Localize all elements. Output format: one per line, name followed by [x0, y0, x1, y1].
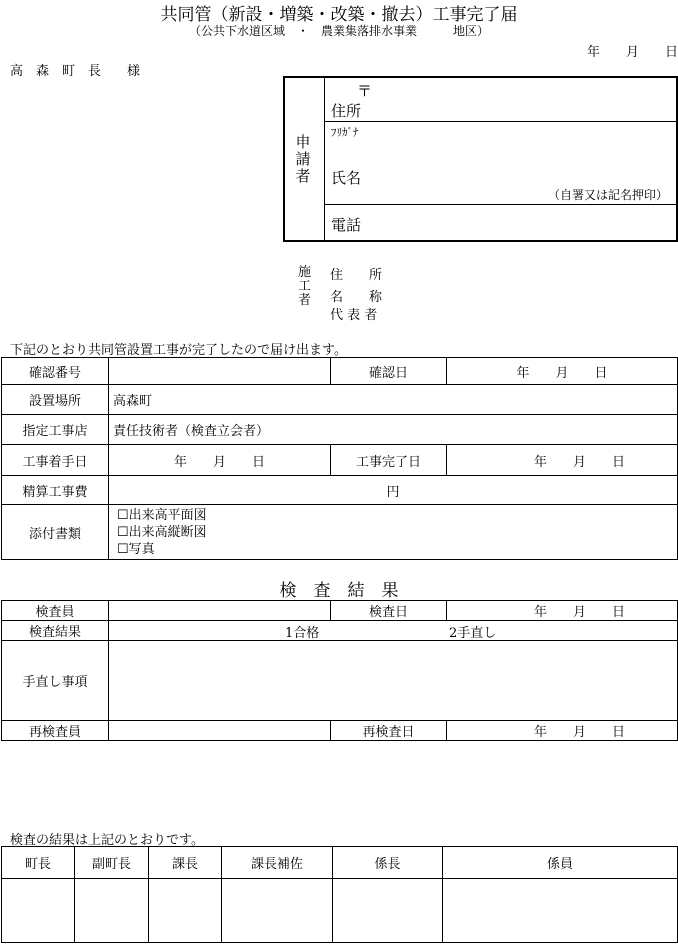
contractor-rep-label: 代 表 者: [330, 308, 378, 323]
finish-date-field[interactable]: 年 月 日: [447, 445, 678, 476]
result-redo-option[interactable]: 2手直し: [449, 626, 497, 641]
fix-items-field[interactable]: [109, 641, 678, 721]
approval-note: 検査の結果は上記のとおりです。: [10, 833, 204, 848]
approval-stamp-cell[interactable]: [149, 879, 222, 943]
approval-header-deputy-mayor: 副町長: [75, 847, 149, 879]
contractor-side-label: 施工者: [298, 265, 312, 308]
reinspection-date-field[interactable]: 年 月 日: [447, 721, 678, 741]
contractor-address-label: 住 所: [330, 268, 383, 283]
start-date-label: 工事着手日: [2, 445, 109, 476]
form-title: 共同管（新設・増築・改築・撤去）工事完了届: [160, 5, 518, 25]
contractor-field[interactable]: 責任技術者（検査立会者）: [109, 415, 678, 445]
reinspector-field[interactable]: [109, 721, 331, 741]
result-pass-option[interactable]: 1合格: [285, 626, 320, 641]
approval-header-section-chief: 課長: [149, 847, 222, 879]
approval-header-assistant-chief: 課長補佐: [222, 847, 333, 879]
approval-stamp-cell[interactable]: [75, 879, 149, 943]
inspection-date-field[interactable]: 年 月 日: [447, 601, 678, 621]
submission-date: 年 月 日: [586, 45, 678, 60]
finish-date-label: 工事完了日: [331, 445, 447, 476]
reinspector-label: 再検査員: [2, 721, 109, 741]
contractor-name-label: 名 称: [330, 290, 383, 305]
approval-table: [1, 846, 678, 943]
inspection-date-label: 検査日: [331, 601, 447, 621]
cost-label: 精算工事費: [2, 476, 109, 505]
form-subtitle: （公共下水道区域 ・ 農業集落排水事業 地区）: [188, 24, 489, 38]
inspector-label: 検査員: [2, 601, 109, 621]
contractor-label: 指定工事店: [2, 415, 109, 445]
result-label: 検査結果: [2, 621, 109, 641]
addressee: 高 森 町 長 様: [10, 64, 141, 79]
location-field[interactable]: 高森町: [109, 385, 678, 415]
attachment-item[interactable]: ☐出来高平面図: [117, 507, 207, 523]
attach-label: 添付書類: [2, 505, 109, 560]
phone-label: 電話: [331, 216, 362, 234]
name-label: 氏名: [331, 169, 362, 187]
approval-stamp-cell[interactable]: [2, 879, 75, 943]
result-field: [109, 621, 678, 641]
cost-field[interactable]: 円: [109, 476, 678, 505]
applicant-side-label: 申請者: [295, 133, 311, 185]
furigana-label: ﾌﾘｶﾞﾅ: [331, 126, 359, 139]
inspector-field[interactable]: [109, 601, 331, 621]
reinspection-date-label: 再検査日: [331, 721, 447, 741]
applicant-box: [283, 76, 678, 242]
inspection-table: [1, 600, 678, 741]
confirm-date-label: 確認日: [331, 358, 447, 385]
intro-text: 下記のとおり共同管設置工事が完了したので届け出ます。: [10, 343, 347, 358]
approval-stamp-cell[interactable]: [333, 879, 443, 943]
approval-stamp-cell[interactable]: [222, 879, 333, 943]
approval-stamp-cell[interactable]: [443, 879, 678, 943]
fix-items-label: 手直し事項: [2, 641, 109, 721]
attach-field: [109, 505, 678, 560]
confirm-no-field[interactable]: [109, 358, 331, 385]
approval-header-staff: 係員: [443, 847, 678, 879]
details-table: [1, 357, 678, 560]
attachment-item[interactable]: ☐出来高縦断図: [117, 524, 207, 540]
postal-mark: 〒: [357, 82, 373, 100]
attachment-item[interactable]: ☐写真: [117, 541, 155, 557]
signature-note: （自署又は記名押印）: [547, 188, 668, 202]
start-date-field[interactable]: 年 月 日: [109, 445, 331, 476]
address-label: 住所: [331, 102, 362, 120]
confirm-no-label: 確認番号: [2, 358, 109, 385]
location-label: 設置場所: [2, 385, 109, 415]
approval-header-mayor: 町長: [2, 847, 75, 879]
approval-header-unit-chief: 係長: [333, 847, 443, 879]
inspection-title: 検 査 結 果: [279, 581, 399, 601]
confirm-date-field[interactable]: 年 月 日: [447, 358, 678, 385]
